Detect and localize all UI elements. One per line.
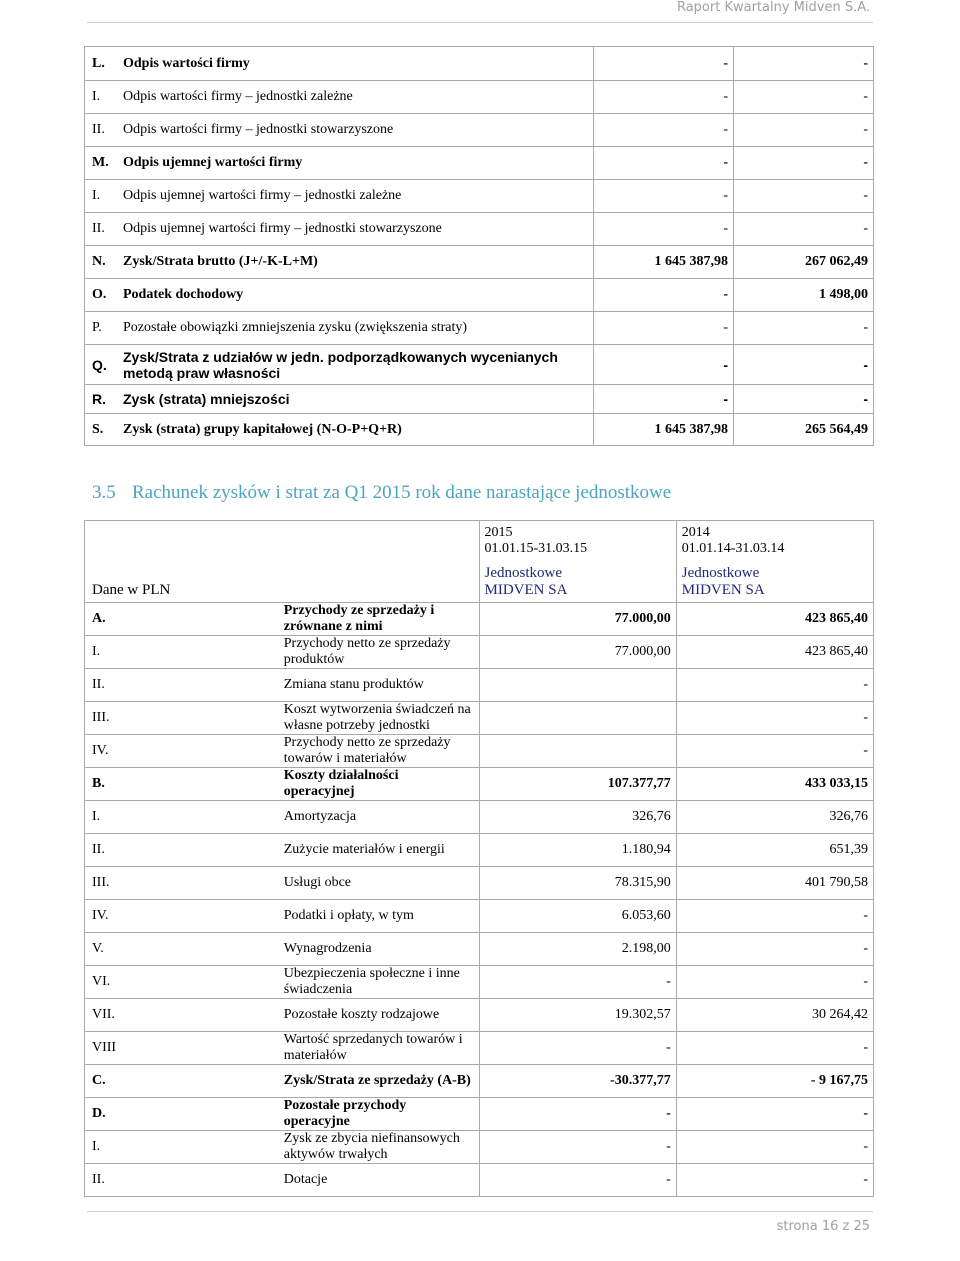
page-number: strona 16 z 25 bbox=[776, 1219, 870, 1234]
row-value-current: - bbox=[479, 1131, 676, 1164]
row-label: Zużycie materiałów i energii bbox=[282, 834, 479, 867]
row-value-previous: - bbox=[734, 47, 874, 81]
row-code: M. bbox=[85, 147, 122, 180]
table-row bbox=[85, 768, 874, 801]
col-2014-entity bbox=[682, 565, 867, 599]
row-label: Zysk/Strata z udziałów w jedn. podporządkowanych wycenianych metodą praw własności bbox=[121, 345, 594, 385]
row-value-previous: - bbox=[734, 147, 874, 180]
row-value-previous: - bbox=[676, 1131, 873, 1164]
row-code: II. bbox=[85, 834, 282, 867]
table-row bbox=[85, 966, 874, 999]
row-value-previous: - bbox=[676, 1032, 873, 1065]
row-value-previous: 1 498,00 bbox=[734, 279, 874, 312]
row-code: I. bbox=[85, 81, 122, 114]
row-value-current: - bbox=[594, 345, 734, 385]
row-value-current: -30.377,77 bbox=[479, 1065, 676, 1098]
row-code: V. bbox=[85, 933, 282, 966]
row-label: Zysk/Strata ze sprzedaży (A-B) bbox=[282, 1065, 479, 1098]
row-value-current: 1 645 387,98 bbox=[594, 414, 734, 446]
row-code: B. bbox=[85, 768, 282, 801]
row-label: Odpis ujemnej wartości firmy bbox=[121, 147, 594, 180]
row-label: Odpis wartości firmy – jednostki zależne bbox=[121, 81, 594, 114]
unit-label: Dane w PLN bbox=[85, 521, 480, 603]
row-code: VI. bbox=[85, 966, 282, 999]
table-row bbox=[85, 114, 874, 147]
row-label: Dotacje bbox=[282, 1164, 479, 1197]
row-value-current bbox=[479, 735, 676, 768]
row-value-current: - bbox=[479, 1032, 676, 1065]
row-code: Q. bbox=[85, 345, 122, 385]
row-code: II. bbox=[85, 213, 122, 246]
row-value-current: - bbox=[594, 213, 734, 246]
row-label: Odpis ujemnej wartości firmy – jednostki stowarzyszone bbox=[121, 213, 594, 246]
standalone-income-table bbox=[84, 520, 874, 1197]
row-value-current: - bbox=[594, 147, 734, 180]
table-row bbox=[85, 180, 874, 213]
table-row bbox=[85, 81, 874, 114]
col-2015-header bbox=[479, 521, 676, 603]
row-value-previous: - bbox=[734, 345, 874, 385]
table-row bbox=[85, 603, 874, 636]
row-code: II. bbox=[85, 1164, 282, 1197]
row-value-current: - bbox=[594, 279, 734, 312]
col-2014-header bbox=[676, 521, 873, 603]
table-row bbox=[85, 801, 874, 834]
row-label: Koszt wytworzenia świadczeń na własne potrzeby jednostki bbox=[282, 702, 479, 735]
row-value-current: 77.000,00 bbox=[479, 636, 676, 669]
table-row bbox=[85, 414, 874, 446]
table2-body bbox=[85, 521, 874, 1197]
col-2014-year: 2014 bbox=[681, 525, 710, 540]
col-2015-period: 01.01.15-31.03.15 bbox=[484, 541, 588, 556]
row-label: Odpis wartości firmy bbox=[121, 47, 594, 81]
table-row bbox=[85, 1164, 874, 1197]
col-2015-sub2: MIDVEN SA bbox=[484, 582, 568, 598]
section-title-text: Rachunek zysków i strat za Q1 2015 rok dane narastające jednostkowe bbox=[132, 482, 672, 503]
row-value-current: 19.302,57 bbox=[479, 999, 676, 1032]
row-value-previous: 326,76 bbox=[676, 801, 873, 834]
row-value-previous: 265 564,49 bbox=[734, 414, 874, 446]
table-row bbox=[85, 1131, 874, 1164]
row-value-previous: - bbox=[676, 669, 873, 702]
row-label: Przychody netto ze sprzedaży produktów bbox=[282, 636, 479, 669]
row-code: I. bbox=[85, 1131, 282, 1164]
row-value-current: - bbox=[594, 385, 734, 414]
row-value-previous: - bbox=[676, 702, 873, 735]
row-label: Ubezpieczenia społeczne i inne świadczenia bbox=[282, 966, 479, 999]
table-row bbox=[85, 345, 874, 385]
row-value-current: - bbox=[594, 114, 734, 147]
row-code: I. bbox=[85, 636, 282, 669]
table-row bbox=[85, 867, 874, 900]
row-value-previous: 30 264,42 bbox=[676, 999, 873, 1032]
consolidated-income-table-continued bbox=[84, 46, 874, 446]
row-value-current bbox=[479, 702, 676, 735]
row-label: Zysk (strata) grupy kapitałowej (N-O-P+Q+R) bbox=[121, 414, 594, 446]
table-row bbox=[85, 147, 874, 180]
row-code: III. bbox=[85, 867, 282, 900]
row-value-current: 2.198,00 bbox=[479, 933, 676, 966]
row-value-previous: - bbox=[676, 1098, 873, 1131]
row-value-previous: 433 033,15 bbox=[676, 768, 873, 801]
table-row bbox=[85, 834, 874, 867]
row-value-previous: - bbox=[676, 933, 873, 966]
row-code: IV. bbox=[85, 735, 282, 768]
row-value-previous: - bbox=[734, 81, 874, 114]
row-code: I. bbox=[85, 180, 122, 213]
row-code: D. bbox=[85, 1098, 282, 1131]
row-value-previous: 423 865,40 bbox=[676, 636, 873, 669]
table2-header-row bbox=[85, 521, 874, 603]
table-row bbox=[85, 735, 874, 768]
row-code: N. bbox=[85, 246, 122, 279]
table-row bbox=[85, 702, 874, 735]
row-code: VIII bbox=[85, 1032, 282, 1065]
section-number: 3.5 bbox=[92, 482, 116, 503]
table-row bbox=[85, 385, 874, 414]
col-2014-sub2: MIDVEN SA bbox=[681, 582, 765, 598]
row-value-previous: 423 865,40 bbox=[676, 603, 873, 636]
row-code: R. bbox=[85, 385, 122, 414]
table-row bbox=[85, 1098, 874, 1131]
row-value-previous: - 9 167,75 bbox=[676, 1065, 873, 1098]
row-value-current: - bbox=[594, 180, 734, 213]
row-value-current: - bbox=[594, 47, 734, 81]
row-value-previous: 401 790,58 bbox=[676, 867, 873, 900]
header-divider bbox=[87, 22, 873, 23]
table-row bbox=[85, 669, 874, 702]
col-2015-sub1: Jednostkowe bbox=[484, 565, 562, 581]
row-label: Amortyzacja bbox=[282, 801, 479, 834]
row-label: Podatki i opłaty, w tym bbox=[282, 900, 479, 933]
row-label: Przychody netto ze sprzedaży towarów i materiałów bbox=[282, 735, 479, 768]
row-value-previous: - bbox=[734, 180, 874, 213]
row-label: Zysk (strata) mniejszości bbox=[121, 385, 594, 414]
row-value-current: 77.000,00 bbox=[479, 603, 676, 636]
col-2014-period: 01.01.14-31.03.14 bbox=[681, 541, 785, 556]
row-value-current: - bbox=[594, 312, 734, 345]
row-code: VII. bbox=[85, 999, 282, 1032]
row-label: Przychody ze sprzedaży i zrównane z nimi bbox=[282, 603, 479, 636]
row-label: Pozostałe przychody operacyjne bbox=[282, 1098, 479, 1131]
row-label: Odpis ujemnej wartości firmy – jednostki zależne bbox=[121, 180, 594, 213]
row-label: Usługi obce bbox=[282, 867, 479, 900]
row-label: Pozostałe koszty rodzajowe bbox=[282, 999, 479, 1032]
row-code: A. bbox=[85, 603, 282, 636]
row-code: P. bbox=[85, 312, 122, 345]
row-value-current: - bbox=[594, 81, 734, 114]
row-value-previous: - bbox=[734, 312, 874, 345]
row-label: Pozostałe obowiązki zmniejszenia zysku (zwiększenia straty) bbox=[121, 312, 594, 345]
table-row bbox=[85, 47, 874, 81]
table-row bbox=[85, 1065, 874, 1098]
table-row bbox=[85, 279, 874, 312]
row-value-current: 6.053,60 bbox=[479, 900, 676, 933]
row-value-current: 78.315,90 bbox=[479, 867, 676, 900]
row-value-current: - bbox=[479, 1098, 676, 1131]
row-label: Zmiana stanu produktów bbox=[282, 669, 479, 702]
table-row bbox=[85, 900, 874, 933]
row-label: Wartość sprzedanych towarów i materiałów bbox=[282, 1032, 479, 1065]
col-2014-sub1: Jednostkowe bbox=[681, 565, 760, 581]
row-label: Zysk/Strata brutto (J+/-K-L+M) bbox=[121, 246, 594, 279]
row-value-current: 1.180,94 bbox=[479, 834, 676, 867]
table-row bbox=[85, 999, 874, 1032]
row-value-previous: - bbox=[676, 966, 873, 999]
row-code: C. bbox=[85, 1065, 282, 1098]
row-value-current: 326,76 bbox=[479, 801, 676, 834]
table-row bbox=[85, 312, 874, 345]
row-value-current: - bbox=[479, 966, 676, 999]
row-label: Podatek dochodowy bbox=[121, 279, 594, 312]
footer-divider bbox=[87, 1211, 873, 1212]
table-row bbox=[85, 246, 874, 279]
row-label: Zysk ze zbycia niefinansowych aktywów trwałych bbox=[282, 1131, 479, 1164]
row-code: I. bbox=[85, 801, 282, 834]
row-code: II. bbox=[85, 114, 122, 147]
row-value-previous: - bbox=[676, 1164, 873, 1197]
col-2015-entity bbox=[485, 565, 670, 599]
row-value-current: 107.377,77 bbox=[479, 768, 676, 801]
row-value-previous: - bbox=[676, 900, 873, 933]
row-code: S. bbox=[85, 414, 122, 446]
table-row bbox=[85, 213, 874, 246]
row-value-previous: - bbox=[676, 735, 873, 768]
row-label: Odpis wartości firmy – jednostki stowarzyszone bbox=[121, 114, 594, 147]
row-value-current: 1 645 387,98 bbox=[594, 246, 734, 279]
col-2015-year: 2015 bbox=[484, 525, 513, 540]
table-row bbox=[85, 636, 874, 669]
row-code: II. bbox=[85, 669, 282, 702]
section-heading bbox=[92, 482, 671, 504]
report-header-title: Raport Kwartalny Midven S.A. bbox=[676, 0, 870, 15]
row-label: Koszty działalności operacyjnej bbox=[282, 768, 479, 801]
row-value-previous: 267 062,49 bbox=[734, 246, 874, 279]
row-code: O. bbox=[85, 279, 122, 312]
row-value-previous: - bbox=[734, 114, 874, 147]
table-row bbox=[85, 1032, 874, 1065]
row-code: L. bbox=[85, 47, 122, 81]
table-row bbox=[85, 933, 874, 966]
row-label: Wynagrodzenia bbox=[282, 933, 479, 966]
row-code: IV. bbox=[85, 900, 282, 933]
row-code: III. bbox=[85, 702, 282, 735]
row-value-previous: - bbox=[734, 385, 874, 414]
table1-body bbox=[85, 47, 874, 446]
row-value-previous: - bbox=[734, 213, 874, 246]
row-value-previous: 651,39 bbox=[676, 834, 873, 867]
row-value-current: - bbox=[479, 1164, 676, 1197]
row-value-current bbox=[479, 669, 676, 702]
